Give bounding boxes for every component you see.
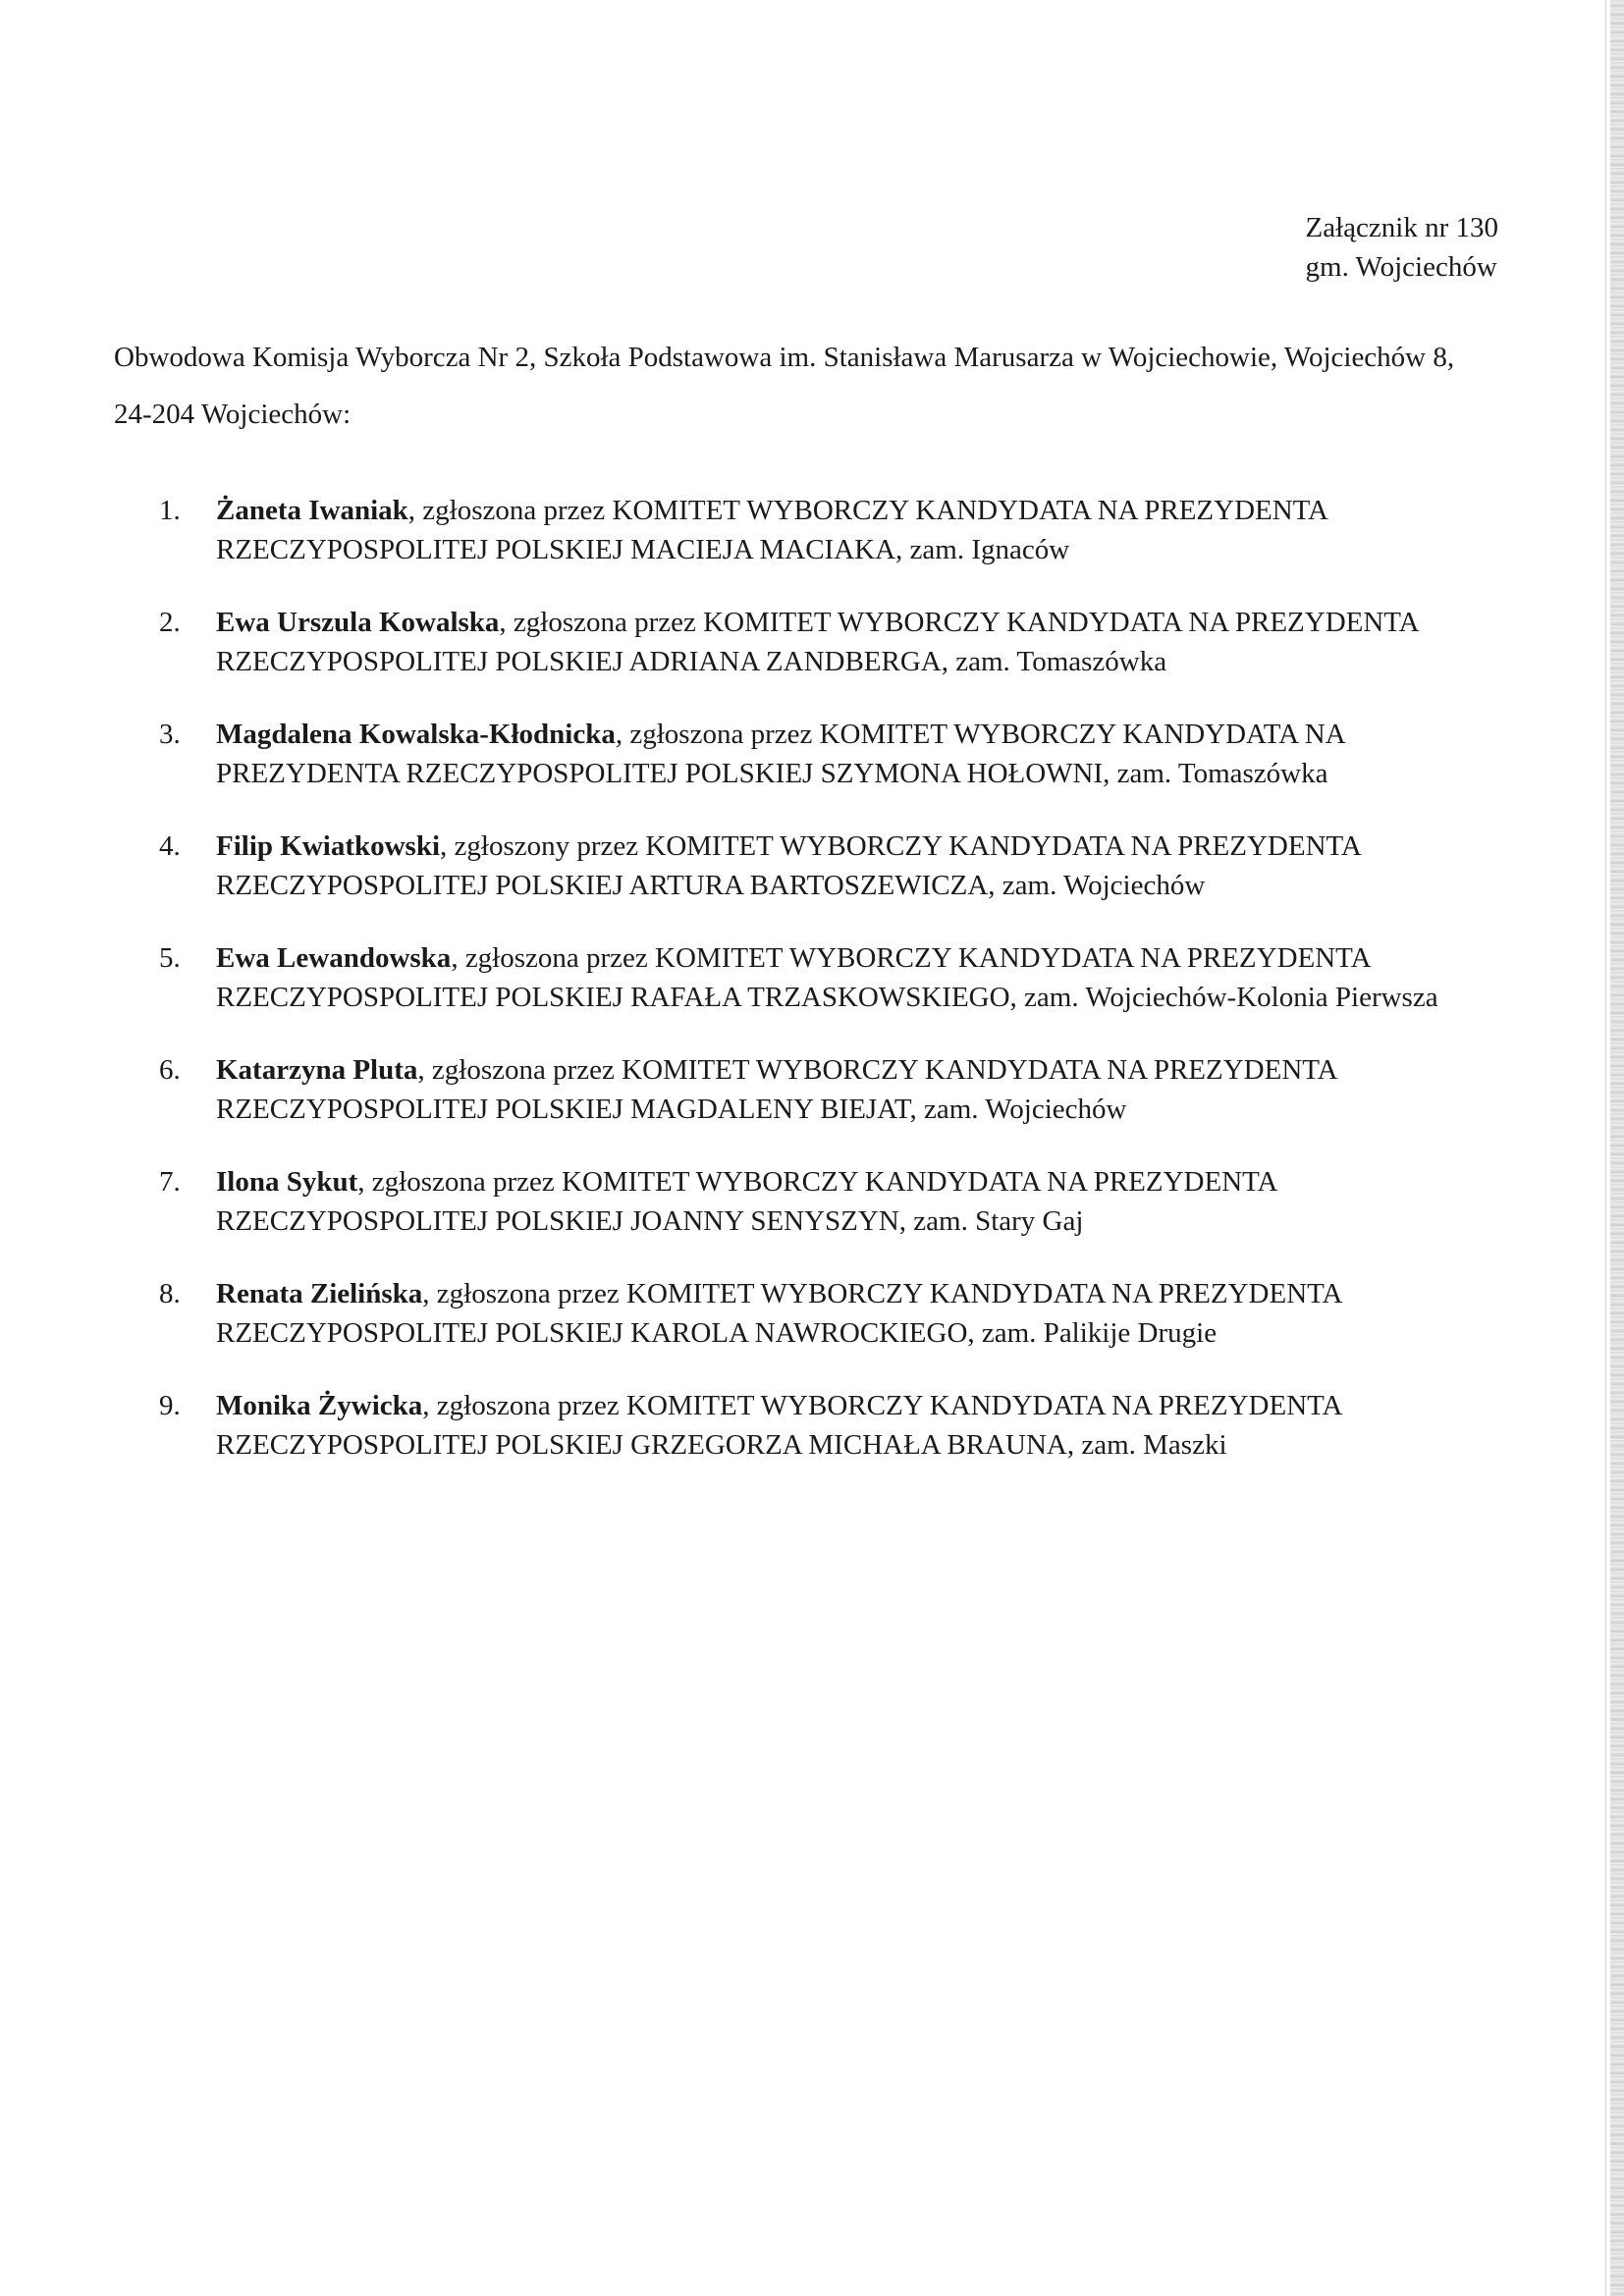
item-number: 4. [159, 830, 181, 862]
member-name: Żaneta Iwaniak [216, 495, 408, 526]
list-item [118, 827, 1483, 905]
member-details: , zgłoszona przez KOMITET WYBORCZY KANDYDATA NA PREZYDENTA RZECZYPOSPOLITEJ POLSKIEJ RAFAŁA TRZASKOWSKIEGO, zam. Wojciechów-Kolonia Pierwsza [216, 942, 1438, 1013]
member-details: , zgłoszona przez KOMITET WYBORCZY KANDYDATA NA PREZYDENTA RZECZYPOSPOLITEJ POLSKIEJ ADRIANA ZANDBERGA, zam. Tomaszówka [216, 607, 1419, 677]
member-details: , zgłoszona przez KOMITET WYBORCZY KANDYDATA NA PREZYDENTA RZECZYPOSPOLITEJ POLSKIEJ SZYMONA HOŁOWNI, zam. Tomaszówka [216, 719, 1345, 789]
item-number: 2. [159, 607, 181, 638]
scan-edge-line [1605, 0, 1606, 2296]
item-number: 7. [159, 1166, 181, 1198]
item-number: 8. [159, 1278, 181, 1309]
member-name: Katarzyna Pluta [216, 1054, 418, 1086]
attachment-commune: gm. Wojciechów [1305, 251, 1497, 283]
member-details: , zgłoszona przez KOMITET WYBORCZY KANDYDATA NA PREZYDENTA RZECZYPOSPOLITEJ POLSKIEJ KAROLA NAWROCKIEGO, zam. Palikije Drugie [216, 1278, 1341, 1349]
member-name: Ewa Lewandowska [216, 942, 452, 974]
member-name: Renata Zielińska [216, 1278, 423, 1309]
attachment-header [1306, 208, 1498, 287]
commission-member-list [118, 491, 1483, 1498]
scan-edge [1610, 0, 1624, 2296]
member-details: , zgłoszona przez KOMITET WYBORCZY KANDYDATA NA PREZYDENTA RZECZYPOSPOLITEJ POLSKIEJ MAGDALENY BIEJAT, zam. Wojciechów [216, 1054, 1337, 1125]
list-item [118, 938, 1483, 1017]
member-name: Ilona Sykut [216, 1166, 358, 1198]
member-name: Magdalena Kowalska-Kłodnicka [216, 719, 616, 750]
list-item [118, 1050, 1483, 1129]
attachment-number: Załącznik nr 130 [1305, 212, 1498, 243]
list-item [118, 491, 1483, 569]
list-item [118, 1162, 1483, 1241]
member-details: , zgłoszona przez KOMITET WYBORCZY KANDYDATA NA PREZYDENTA RZECZYPOSPOLITEJ POLSKIEJ MACIEJA MACIAKA, zam. Ignaców [216, 495, 1327, 565]
member-name: Ewa Urszula Kowalska [216, 607, 500, 638]
list-item [118, 715, 1483, 793]
member-name: Filip Kwiatkowski [216, 830, 441, 862]
list-item [118, 1274, 1483, 1353]
list-item [118, 603, 1483, 681]
member-details: , zgłoszony przez KOMITET WYBORCZY KANDYDATA NA PREZYDENTA RZECZYPOSPOLITEJ POLSKIEJ ARTURA BARTOSZEWICZA, zam. Wojciechów [216, 830, 1361, 901]
item-number: 6. [159, 1054, 181, 1086]
member-details: , zgłoszona przez KOMITET WYBORCZY KANDYDATA NA PREZYDENTA RZECZYPOSPOLITEJ POLSKIEJ JOANNY SENYSZYN, zam. Stary Gaj [216, 1166, 1276, 1237]
item-number: 1. [159, 495, 181, 526]
member-name: Monika Żywicka [216, 1390, 423, 1421]
item-number: 9. [159, 1390, 181, 1421]
item-number: 3. [159, 719, 181, 750]
member-details: , zgłoszona przez KOMITET WYBORCZY KANDYDATA NA PREZYDENTA RZECZYPOSPOLITEJ POLSKIEJ GRZEGORZA MICHAŁA BRAUNA, zam. Maszki [216, 1390, 1341, 1461]
commission-description: Obwodowa Komisja Wyborcza Nr 2, Szkoła Podstawowa im. Stanisława Marusarza w Wojciechowie, Wojciechów 8, 24-204 Wojciechów: [114, 342, 1455, 430]
list-item [118, 1386, 1483, 1465]
item-number: 5. [159, 942, 181, 974]
